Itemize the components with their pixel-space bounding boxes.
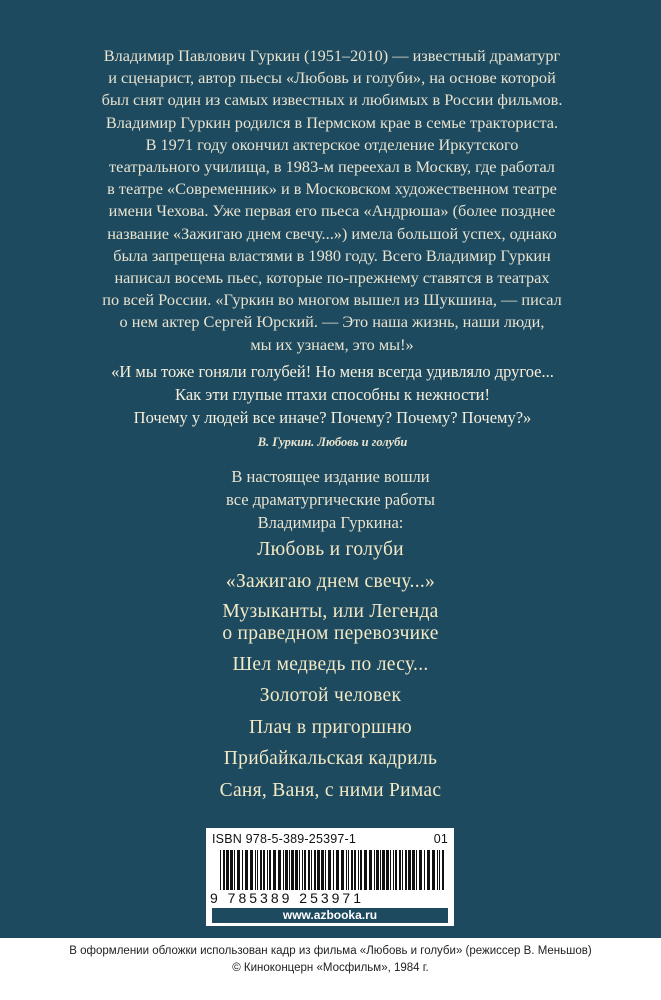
- bio-line: по всей России. «Гуркин во многом вышел из Шукшина, — писал: [102, 290, 562, 310]
- barcode-bar: [360, 850, 362, 890]
- barcode-bar: [376, 850, 379, 890]
- bio-line: был снят один из самых известных и любимых в России фильмов.: [101, 90, 563, 110]
- barcode-bar: [291, 850, 294, 890]
- barcode-bar: [237, 850, 240, 890]
- barcode-number: 9 785389 253971: [210, 890, 364, 906]
- barcode-bar: [226, 850, 229, 890]
- barcode-bar: [386, 850, 389, 890]
- barcode-bar: [299, 850, 300, 890]
- barcode-bar: [346, 850, 347, 890]
- barcode-bar: [358, 850, 359, 890]
- quote-line: Как эти глупые птахи способны к нежности!: [175, 385, 490, 404]
- barcode-bar: [364, 850, 367, 890]
- bio-line: В 1971 году окончил актерское отделение Иркутского: [145, 134, 519, 154]
- barcode-bar: [263, 850, 265, 890]
- barcode-bar: [278, 850, 281, 890]
- barcode-bar: [427, 850, 430, 890]
- bio-line: Владимир Павлович Гуркин (1951–2010) — известный драматург: [103, 46, 561, 65]
- barcode-bar: [369, 850, 372, 890]
- barcode-bar: [317, 850, 320, 890]
- quote-line: «И мы тоже гоняли голубей! Но меня всегда удивляло другое...: [111, 362, 554, 381]
- barcode-bar: [442, 850, 444, 890]
- barcode-bar: [328, 850, 331, 890]
- barcode-bar: [289, 850, 290, 890]
- barcode-bar: [302, 850, 303, 890]
- barcode-block: [206, 828, 454, 926]
- work-title: [90, 601, 571, 645]
- intro-line: все драматургические работы: [226, 490, 435, 509]
- barcode-bar: [351, 850, 353, 890]
- quote-line: Почему у людей все иначе? Почему? Почему? Почему?»: [133, 408, 532, 427]
- barcode-bar: [419, 850, 422, 890]
- credits-line: В оформлении обложки использован кадр из фильма «Любовь и голуби» (режиссер В. Меньшов): [69, 945, 592, 957]
- bio-line: написал восемь пьес, которые по-прежнему ставятся в театрах: [114, 268, 550, 288]
- barcode-bar: [439, 850, 440, 890]
- author-biography: [72, 45, 592, 356]
- barcode-bar: [242, 850, 243, 890]
- barcode-bar: [314, 850, 316, 890]
- barcode-bar: [245, 850, 248, 890]
- barcode-bar: [336, 850, 339, 890]
- barcode-bar: [354, 850, 356, 890]
- barcode-bar: [402, 850, 403, 890]
- isbn-addon: 01: [433, 832, 448, 846]
- works-list: [90, 538, 571, 810]
- bio-line: театрального училища, в 1983-м переехал в Москву, где работал: [109, 157, 555, 177]
- bio-line: в театре «Современник» и в Московском художественном театре: [107, 179, 557, 199]
- barcode-bar: [255, 850, 256, 890]
- contents-intro: [100, 465, 561, 534]
- epigraph-quote: [60, 360, 605, 454]
- barcode-bar: [405, 850, 407, 890]
- barcode-bar: [257, 850, 258, 890]
- barcode-bar: [395, 850, 397, 890]
- barcode-bar: [308, 850, 310, 890]
- bio-line: Владимир Гуркин родился в Пермском крае в семье тракториста.: [105, 112, 559, 132]
- bio-line: мы их узнаем, это мы!»: [250, 334, 414, 354]
- barcode-bar: [393, 850, 394, 890]
- barcode-bar: [382, 850, 385, 890]
- barcode-bar: [283, 850, 284, 890]
- copyright-line: © Киноконцерн «Мосфильм», 1984 г.: [232, 962, 429, 974]
- work-title: Любовь и голуби: [257, 539, 404, 560]
- barcode-bar: [273, 850, 276, 890]
- work-title: «Зажигаю днем свечу...»: [225, 570, 436, 592]
- bio-line: была запрещена властями в 1980 году. Всего Владимир Гуркин: [113, 245, 551, 265]
- barcode-bar: [234, 850, 235, 890]
- barcode-bar: [437, 850, 438, 890]
- barcode-bar: [230, 850, 233, 890]
- bio-line: имени Чехова. Уже первая его пьеса «Андрюша» (более позднее: [108, 201, 556, 221]
- barcode-bar: [416, 850, 417, 890]
- barcode-bar: [304, 850, 306, 890]
- barcode-bar: [333, 850, 334, 890]
- barcode-bar: [408, 850, 411, 890]
- barcode-bar: [424, 850, 425, 890]
- barcode-bar: [341, 850, 344, 890]
- barcode-bar: [260, 850, 262, 890]
- work-title: Шел медведь по лесу...: [232, 653, 429, 675]
- intro-line: В настоящее издание вошли: [231, 467, 430, 486]
- barcode-bar: [220, 850, 221, 890]
- barcode-bar: [250, 850, 253, 890]
- barcode-bar: [311, 850, 312, 890]
- barcode-bar: [269, 850, 271, 890]
- barcode-bars: [220, 850, 446, 890]
- barcode-bar: [348, 850, 349, 890]
- work-title: Плач в пригоршню: [249, 716, 412, 738]
- bio-line: о нем актер Сергей Юрский. — Это наша жизнь, наши люди,: [119, 312, 545, 332]
- work-title-line: о праведном перевозчике: [222, 623, 439, 644]
- barcode-bar: [295, 850, 298, 890]
- isbn-text: ISBN 978-5-389-25397-1: [212, 832, 357, 846]
- barcode-bar: [223, 850, 225, 890]
- intro-line: Владимира Гуркина:: [257, 513, 404, 532]
- barcode-bar: [399, 850, 401, 890]
- work-title-line: Музыканты, или Легенда: [222, 601, 439, 622]
- barcode-bar: [432, 850, 435, 890]
- barcode-bar: [380, 850, 381, 890]
- barcode-bar: [325, 850, 326, 890]
- barcode-bar: [321, 850, 324, 890]
- isbn-row: [212, 832, 448, 846]
- work-title: Саня, Ваня, с ними Римас: [219, 779, 442, 801]
- barcode-bar: [412, 850, 415, 890]
- barcode-bar: [374, 850, 375, 890]
- bio-line: название «Зажигаю днем свечу...») имела большой успех, однако: [107, 223, 557, 243]
- publisher-website: www.azbooka.ru: [212, 908, 448, 923]
- bio-line: и сценарист, автор пьесы «Любовь и голуби», на основе которой: [108, 68, 556, 88]
- quote-attribution: В. Гуркин. Любовь и голуби: [257, 435, 408, 449]
- barcode-bar: [285, 850, 288, 890]
- image-credits: [0, 938, 661, 1000]
- work-title: Золотой человек: [259, 685, 402, 706]
- barcode-bar: [267, 850, 268, 890]
- work-title: Прибайкальская кадриль: [223, 748, 438, 769]
- barcode-bar: [390, 850, 391, 890]
